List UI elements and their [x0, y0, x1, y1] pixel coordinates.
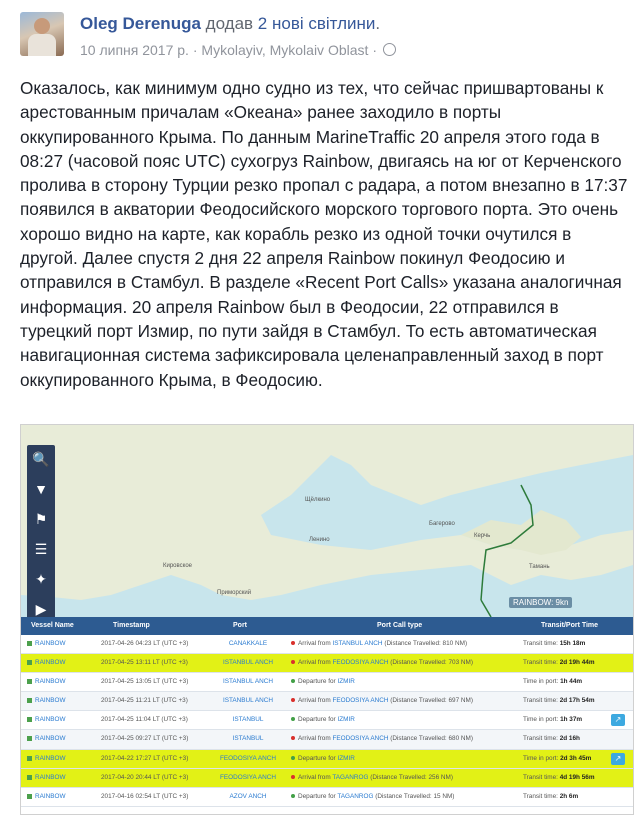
port-call-cell — [291, 678, 355, 685]
vessel-name[interactable]: RAINBOW — [35, 735, 66, 743]
vessel-cell[interactable] — [27, 755, 66, 762]
globe-icon[interactable] — [383, 43, 396, 56]
layers-icon[interactable]: ☰ — [34, 540, 48, 557]
call-prefix: Arrival from — [298, 735, 331, 743]
distance-text: (Distance Travelled: 810 NM) — [384, 640, 468, 647]
time-value: 2d 17h 54m — [559, 697, 595, 705]
vessel-cell[interactable] — [27, 735, 66, 742]
table-row[interactable] — [21, 750, 633, 769]
table-header — [21, 617, 633, 635]
port-cell[interactable]: FEODOSIYA ANCH — [220, 754, 276, 762]
col-timestamp[interactable]: Timestamp — [113, 622, 150, 629]
port-cell[interactable]: CANAKKALE — [228, 640, 268, 647]
vessel-type-icon — [27, 775, 32, 780]
vessel-name[interactable]: RAINBOW — [35, 697, 66, 705]
call-prefix: Departure for — [298, 792, 336, 800]
action-prefix: додав — [205, 14, 254, 33]
timestamp-cell: 2017-04-25 09:27 LT (UTC +3) — [101, 735, 189, 743]
time-label: Transit time: — [523, 659, 558, 667]
vessel-name[interactable]: RAINBOW — [35, 716, 66, 724]
port-call-cell — [291, 735, 473, 742]
ship-label[interactable]: RAINBOW: 9kn — [509, 597, 572, 608]
post-date[interactable]: 10 липня 2017 р. — [80, 42, 189, 58]
avatar-body — [28, 34, 56, 56]
time-value: 2d 16h — [559, 735, 580, 743]
port-cell[interactable]: ISTANBUL ANCH — [222, 678, 274, 686]
post-header — [20, 12, 620, 62]
time-label: Transit time: — [523, 773, 558, 781]
arrival-dot-icon — [291, 641, 295, 645]
transit-cell — [523, 697, 595, 704]
map-panel — [21, 425, 633, 617]
distance-text: (Distance Travelled: 15 NM) — [375, 792, 455, 800]
author-line — [80, 14, 380, 34]
distance-text: (Distance Travelled: 703 NM) — [390, 659, 473, 667]
vessel-name[interactable]: RAINBOW — [35, 659, 66, 667]
arrival-dot-icon — [291, 775, 295, 779]
vessel-type-icon — [27, 641, 32, 646]
post-location[interactable]: Mykolayiv, Mykolaiv Oblast — [201, 42, 369, 58]
col-port-call-type[interactable]: Port Call type — [377, 622, 423, 629]
post-text: Оказалось, как минимум одно судно из тех, что сейчас пришвартованы к арестованным причалам «Океана» ранее заходило в порты оккупированного Крыма. По данным MarineTraffic 20 апреля этого года в 08:27 (часовой пояс UTC) сухогруз Rainbow, двигаясь на юг от Керченского пролива в сторону Турции резко пропал с радара, а потом внезапно в 17:37 появился в акватории Феодосийского морского торгового порта. Это очень хорошо видно на карте, как корабль резко из одной точки очутился в другой. Далее спустя 2 дня 22 апреля Rainbow покинул Феодосию и отправился в Стамбул. В разделе «Recent Port Calls» указана аналогичная информация. 20 апреля Rainbow был в Феодосии, 22 отправился в турецкий порт Измир, по пути зайдя в Стамбул. То есть автоматическая навигационная система зафиксировала целенаправленный заход в порт оккупированного Крыма, в Феодосию. — [20, 78, 628, 390]
timestamp-cell: 2017-04-25 11:04 LT (UTC +3) — [101, 716, 188, 724]
search-icon[interactable]: 🔍 — [32, 450, 50, 467]
transit-cell — [523, 755, 591, 762]
vessel-type-icon — [27, 794, 32, 799]
col-port[interactable]: Port — [233, 622, 247, 629]
vessel-type-icon — [27, 736, 32, 741]
distance-text: (Distance Travelled: 256 NM) — [370, 773, 453, 781]
call-port-link[interactable]: TAGANROG — [337, 792, 374, 800]
col-vessel-name[interactable]: Vessel Name — [31, 622, 74, 629]
port-cell[interactable]: ISTANBUL ANCH — [222, 697, 274, 705]
port-call-cell — [291, 697, 473, 704]
timestamp-cell: 2017-04-25 13:11 LT (UTC +3) — [101, 659, 188, 667]
call-prefix: Arrival from — [298, 659, 331, 667]
table-row[interactable] — [21, 769, 633, 788]
departure-dot-icon — [291, 717, 295, 721]
arrival-dot-icon — [291, 660, 295, 664]
call-port-link[interactable]: TAGANROG — [332, 773, 369, 781]
table-body — [21, 635, 633, 807]
call-prefix: Arrival from — [298, 640, 331, 647]
call-port-link[interactable]: FEODOSIYA ANCH — [332, 697, 389, 705]
vessel-type-icon — [27, 698, 32, 703]
call-port-link[interactable]: IZMIR — [337, 678, 355, 686]
map-label-kerch: Керчь — [474, 533, 491, 539]
map-label-shchelkino: Щёлкино — [305, 497, 331, 503]
vessel-type-icon — [27, 717, 32, 722]
departure-dot-icon — [291, 794, 295, 798]
play-icon[interactable]: ▶ — [35, 600, 47, 617]
network-icon[interactable]: ✦ — [35, 570, 47, 587]
distance-text: (Distance Travelled: 697 NM) — [390, 697, 473, 705]
time-label: Time in port: — [523, 678, 559, 686]
marinetraffic-screenshot[interactable] — [20, 424, 634, 815]
author-name[interactable]: Oleg Derenuga — [80, 14, 201, 33]
departure-dot-icon — [291, 756, 295, 760]
transit-cell — [523, 716, 582, 723]
vessel-name[interactable]: RAINBOW — [35, 640, 66, 647]
vessel-cell[interactable] — [27, 793, 66, 800]
fleet-icon[interactable]: ⚑ — [34, 510, 48, 527]
action-period: . — [375, 14, 381, 33]
transit-cell — [523, 678, 582, 685]
port-cell[interactable]: ISTANBUL — [232, 716, 264, 724]
port-cell[interactable]: AZOV ANCH — [229, 792, 267, 800]
port-call-cell — [291, 716, 355, 723]
map-toolbar — [27, 445, 55, 617]
call-prefix: Departure for — [298, 678, 336, 686]
time-value: 2h 6m — [559, 792, 579, 800]
vessel-type-icon — [27, 756, 32, 761]
col-transit-port-time[interactable]: Transit/Port Time — [541, 622, 599, 629]
call-prefix: Departure for — [298, 716, 336, 724]
map-track-south — [481, 600, 491, 617]
time-value: 1h 44m — [560, 678, 583, 686]
meta-separator: · — [192, 42, 198, 58]
table-row[interactable] — [21, 635, 633, 654]
photos-link[interactable]: 2 нові світлини — [257, 14, 376, 33]
time-label: Transit time: — [523, 697, 558, 705]
port-call-cell — [291, 640, 467, 647]
timestamp-cell: 2017-04-25 11:21 LT (UTC +3) — [101, 697, 188, 705]
map-label-taman: Тамань — [529, 564, 550, 570]
arrival-dot-icon — [291, 698, 295, 702]
map-label-bagerovo: Багерово — [429, 521, 455, 527]
avatar[interactable] — [20, 12, 64, 56]
call-port-link[interactable]: ISTANBUL ANCH — [332, 640, 383, 647]
time-value: 15h 18m — [559, 640, 586, 647]
vessel-cell[interactable] — [27, 640, 66, 647]
port-calls-table — [21, 617, 633, 807]
table-row[interactable] — [21, 711, 633, 730]
transit-cell — [523, 735, 580, 742]
table-row[interactable] — [21, 692, 633, 711]
vessel-cell[interactable] — [27, 716, 66, 723]
map-label-primorsky: Приморский — [217, 590, 252, 596]
call-port-link[interactable]: FEODOSIYA ANCH — [332, 735, 389, 743]
vessel-name[interactable]: RAINBOW — [35, 773, 66, 781]
port-call-cell — [291, 774, 453, 781]
vessel-cell[interactable] — [27, 774, 66, 781]
meta-separator-2: · — [372, 42, 377, 58]
time-value: 2d 19h 44m — [559, 659, 595, 667]
port-cell[interactable]: ISTANBUL — [232, 735, 264, 743]
call-prefix: Arrival from — [298, 773, 331, 781]
time-label: Time in port: — [523, 754, 559, 762]
vessel-type-icon — [27, 660, 32, 665]
filter-icon[interactable]: ▼ — [34, 481, 48, 497]
call-prefix: Arrival from — [298, 697, 331, 705]
vessel-cell[interactable] — [27, 678, 66, 685]
vessel-type-icon — [27, 679, 32, 684]
expand-icon[interactable]: ↗ — [611, 753, 625, 765]
table-row[interactable] — [21, 673, 633, 692]
timestamp-cell: 2017-04-20 20:44 LT (UTC +3) — [101, 773, 189, 781]
table-row[interactable] — [21, 654, 633, 673]
post-meta — [80, 42, 396, 58]
timestamp-cell: 2017-04-22 17:27 LT (UTC +3) — [101, 754, 189, 762]
call-port-link[interactable]: IZMIR — [337, 716, 355, 724]
transit-cell — [523, 659, 595, 666]
departure-dot-icon — [291, 679, 295, 683]
vessel-name[interactable]: RAINBOW — [35, 792, 66, 800]
port-call-cell — [291, 755, 355, 762]
time-label: Transit time: — [523, 792, 558, 800]
vessel-name[interactable]: RAINBOW — [35, 678, 66, 686]
arrival-dot-icon — [291, 736, 295, 740]
map-graphics — [21, 425, 633, 617]
transit-cell — [523, 793, 578, 800]
expand-icon[interactable]: ↗ — [611, 714, 625, 726]
port-cell[interactable]: ISTANBUL ANCH — [222, 659, 274, 667]
port-cell[interactable]: FEODOSIYA ANCH — [220, 773, 276, 781]
vessel-name[interactable]: RAINBOW — [35, 754, 66, 762]
avatar-head — [34, 18, 50, 34]
time-value: 1h 37m — [560, 716, 583, 724]
port-call-cell — [291, 659, 473, 666]
transit-cell — [523, 774, 595, 781]
time-label: Transit time: — [523, 640, 558, 647]
vessel-cell[interactable] — [27, 659, 66, 666]
time-label: Time in port: — [523, 716, 559, 724]
call-port-link[interactable]: IZMIR — [337, 754, 355, 762]
map-label-lenino: Ленино — [309, 537, 330, 543]
table-row[interactable] — [21, 730, 633, 749]
distance-text: (Distance Travelled: 680 NM) — [390, 735, 473, 743]
time-label: Transit time: — [523, 735, 558, 743]
timestamp-cell: 2017-04-25 13:05 LT (UTC +3) — [101, 678, 189, 686]
time-value: 2d 3h 45m — [560, 754, 592, 762]
post-action — [206, 14, 380, 33]
timestamp-cell: 2017-04-16 02:54 LT (UTC +3) — [101, 792, 189, 800]
time-value: 4d 19h 56m — [559, 773, 595, 781]
port-call-cell — [291, 793, 454, 800]
timestamp-cell: 2017-04-26 04:23 LT (UTC +3) — [101, 640, 189, 647]
vessel-cell[interactable] — [27, 697, 66, 704]
call-port-link[interactable]: FEODOSIYA ANCH — [332, 659, 389, 667]
call-prefix: Departure for — [298, 754, 336, 762]
transit-cell — [523, 640, 585, 647]
table-row[interactable] — [21, 788, 633, 807]
map-label-kirovskoe: Кировское — [163, 563, 193, 569]
